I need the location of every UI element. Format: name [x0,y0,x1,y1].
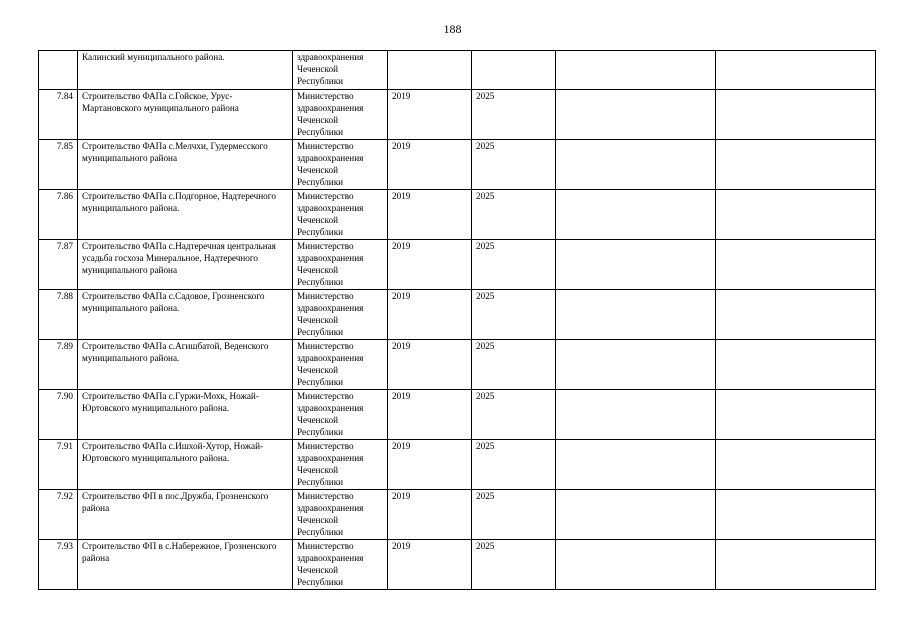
page-number: 188 [443,22,462,36]
activity-name-cell: Калинский муниципального района. [78,51,293,90]
empty-cell [556,51,716,90]
empty-cell [716,390,876,440]
start-year-cell: 2019 [388,140,472,190]
row-number-cell: 7.87 [39,240,78,290]
empty-cell [716,51,876,90]
start-year-cell: 2019 [388,240,472,290]
program-table [38,50,876,590]
end-year-cell: 2025 [472,440,556,490]
end-year-cell: 2025 [472,390,556,440]
end-year-cell: 2025 [472,140,556,190]
empty-cell [716,490,876,540]
end-year-cell: 2025 [472,290,556,340]
empty-cell [556,290,716,340]
responsible-cell: Министерство здравоохранения Чеченской Республики [293,140,388,190]
empty-cell [716,540,876,590]
end-year-cell: 2025 [472,190,556,240]
row-number-cell: 7.91 [39,440,78,490]
activity-name-cell: Строительство ФАПа с.Надтеречная центральная усадьба госхоза Минеральное, Надтеречного муниципального района [78,240,293,290]
responsible-cell: Министерство здравоохранения Чеченской Республики [293,490,388,540]
end-year-cell: 2025 [472,240,556,290]
activity-name-cell: Строительство ФП в с.Набережное, Грозненского района [78,540,293,590]
responsible-cell: Министерство здравоохранения Чеченской Республики [293,240,388,290]
start-year-cell: 2019 [388,440,472,490]
empty-cell [716,190,876,240]
end-year-cell: 2025 [472,540,556,590]
start-year-cell: 2019 [388,190,472,240]
row-number-cell: 7.86 [39,190,78,240]
empty-cell [716,440,876,490]
row-number-cell: 7.89 [39,340,78,390]
empty-cell [556,440,716,490]
empty-cell [556,90,716,140]
empty-cell [556,190,716,240]
table-row [39,340,876,390]
empty-cell [716,340,876,390]
empty-cell [716,140,876,190]
start-year-cell [388,51,472,90]
responsible-cell: Министерство здравоохранения Чеченской Республики [293,340,388,390]
table-row [39,240,876,290]
row-number-cell: 7.92 [39,490,78,540]
empty-cell [556,390,716,440]
empty-cell [556,540,716,590]
end-year-cell [472,51,556,90]
table-row [39,390,876,440]
empty-cell [716,290,876,340]
start-year-cell: 2019 [388,490,472,540]
end-year-cell: 2025 [472,490,556,540]
activity-name-cell: Строительство ФП в пос.Дружба, Грозненского района [78,490,293,540]
end-year-cell: 2025 [472,90,556,140]
start-year-cell: 2019 [388,90,472,140]
responsible-cell: Министерство здравоохранения Чеченской Республики [293,190,388,240]
table-row [39,290,876,340]
table-row-continuation [39,51,876,90]
activity-name-cell: Строительство ФАПа с.Агишбатой, Веденского муниципального района. [78,340,293,390]
row-number-cell: 7.84 [39,90,78,140]
row-number-cell: 7.88 [39,290,78,340]
table-row [39,190,876,240]
responsible-cell: Министерство здравоохранения Чеченской Республики [293,440,388,490]
row-number-cell: 7.93 [39,540,78,590]
activity-name-cell: Строительство ФАПа с.Гойское, Урус-Мартановского муниципального района [78,90,293,140]
row-number-cell: 7.85 [39,140,78,190]
activity-name-cell: Строительство ФАПа с.Ишхой-Хутор, Ножай-Юртовского муниципального района. [78,440,293,490]
responsible-cell: Министерство здравоохранения Чеченской Республики [293,290,388,340]
end-year-cell: 2025 [472,340,556,390]
table-row [39,440,876,490]
table-body [39,51,876,590]
empty-cell [716,240,876,290]
responsible-cell: Министерство здравоохранения Чеченской Республики [293,390,388,440]
empty-cell [556,340,716,390]
empty-cell [556,140,716,190]
start-year-cell: 2019 [388,290,472,340]
start-year-cell: 2019 [388,540,472,590]
row-number-cell [39,51,78,90]
table-row [39,540,876,590]
activity-name-cell: Строительство ФАПа с.Подгорное, Надтеречного муниципального района. [78,190,293,240]
empty-cell [716,90,876,140]
activity-name-cell: Строительство ФАПа с.Гуржи-Мохк, Ножай-Юртовского муниципального района. [78,390,293,440]
responsible-cell: Министерство здравоохранения Чеченской Республики [293,90,388,140]
responsible-cell: здравоохранения Чеченской Республики [293,51,388,90]
start-year-cell: 2019 [388,390,472,440]
activity-name-cell: Строительство ФАПа с.Мелчхи, Гудермесского муниципального района [78,140,293,190]
start-year-cell: 2019 [388,340,472,390]
empty-cell [556,490,716,540]
responsible-cell: Министерство здравоохранения Чеченской Республики [293,540,388,590]
table-row [39,490,876,540]
row-number-cell: 7.90 [39,390,78,440]
empty-cell [556,240,716,290]
table-row [39,140,876,190]
table-row [39,90,876,140]
activity-name-cell: Строительство ФАПа с.Садовое, Грозненского муниципального района. [78,290,293,340]
